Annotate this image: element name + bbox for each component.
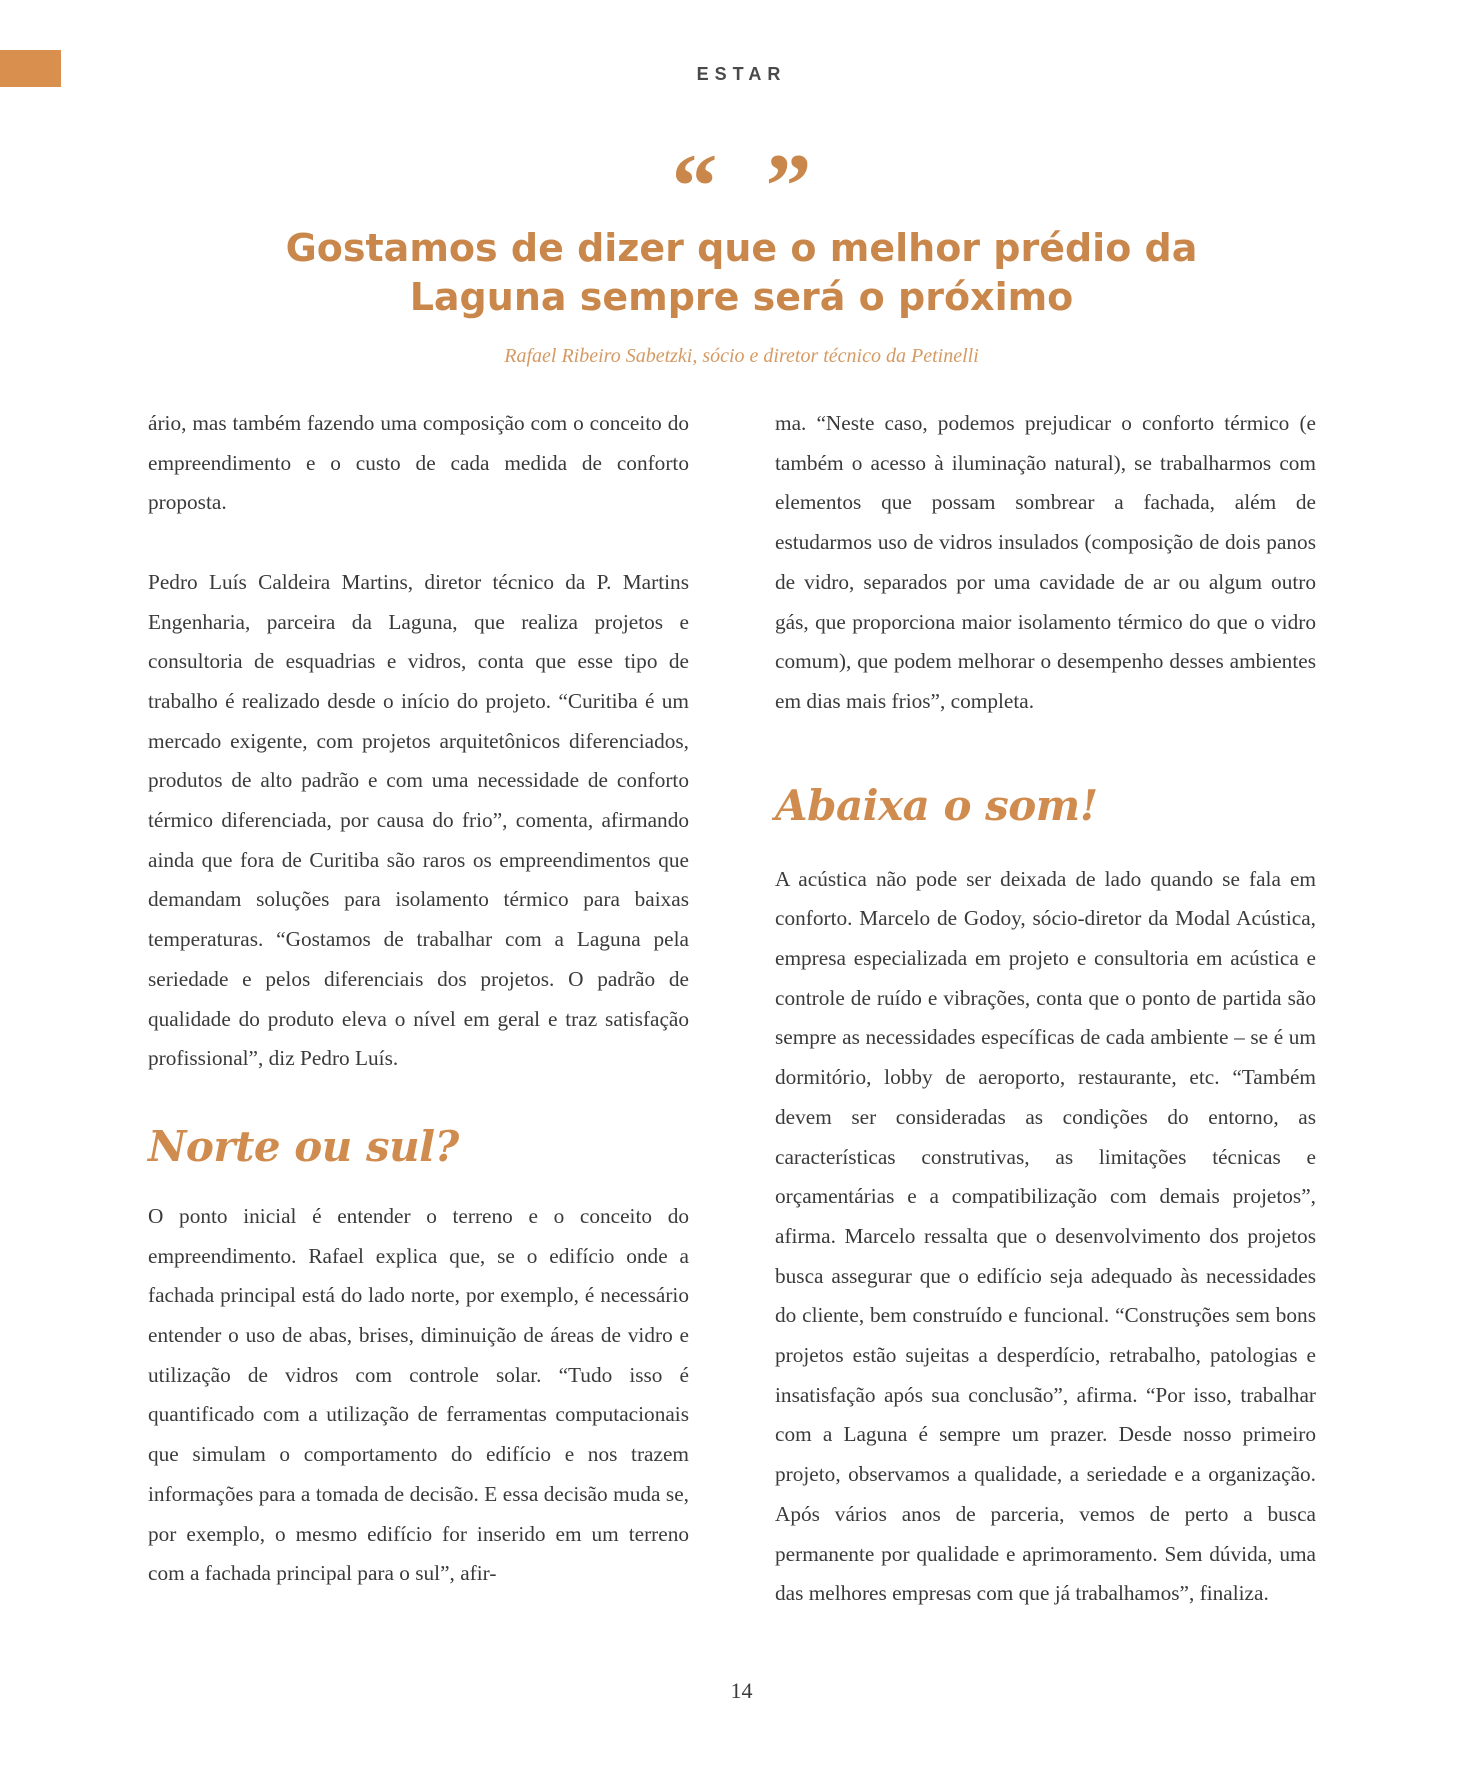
- quote-marks-icon: [0, 135, 1483, 237]
- pull-quote: [0, 224, 1483, 322]
- page-number: 14: [730, 1678, 753, 1703]
- pull-quote-line-2: Laguna sempre será o próximo: [409, 275, 1074, 319]
- pull-quote-line-1: Gostamos de dizer que o melhor prédio da: [285, 226, 1198, 270]
- section-subheading: Abaixa o som!: [775, 780, 1098, 830]
- body-paragraph: ma. “Neste caso, podemos prejudicar o conforto térmico (e também o acesso à iluminação natural), se trabalharmos com elementos que possam sombrear a fachada, além de estudarmos uso de vidros insulados (composição de dois panos de vidro, separados por uma cavidade de ar ou algum outro gás, que proporciona maior isolamento térmico do que o vidro comum), que podem melhorar o desempenho desses ambientes em dias mais frios”, completa.: [775, 411, 1316, 713]
- close-quote-icon: ”: [765, 135, 812, 237]
- body-paragraph: A acústica não pode ser deixada de lado quando se fala em conforto. Marcelo de Godoy, sócio-diretor da Modal Acústica, empresa especializada em projeto e consultoria em acústica e controle de ruído e vibrações, conta que o ponto de partida são sempre as necessidades específicas de cada ambiente – se é um dormitório, lobby de aeroporto, restaurante, etc. “Também devem ser consideradas as condições do entorno, as características construtivas, as limitações técnicas e orçamentárias e a compatibilização com demais projetos”, afirma. Marcelo ressalta que o desenvolvimento dos projetos busca assegurar que o edifício seja adequado às necessidades do cliente, bem construído e funcional. “Construções sem bons projetos estão sujeitas a desperdício, retrabalho, patologias e insatisfação após sua conclusão”, afirma. “Por isso, trabalhar com a Laguna é sempre um prazer. Desde nosso primeiro projeto, observamos a qualidade, a seriedade e a organização. Após vários anos de parceria, vemos de perto a busca permanente por qualidade e aprimoramento. Sem dúvida, uma das melhores empresas com que já trabalhamos”, finaliza.: [775, 866, 1316, 1606]
- left-column: [148, 404, 689, 1594]
- body-paragraph: Pedro Luís Caldeira Martins, diretor técnico da P. Martins Engenharia, parceira da Laguna, que realiza projetos e consultoria de esquadrias e vidros, conta que esse tipo de trabalho é realizado desde o início do projeto. “Curitiba é um mercado exigente, com projetos arquitetônicos diferenciados, produtos de alto padrão e com uma necessidade de conforto térmico diferenciada, por causa do frio”, comenta, afirmando ainda que fora de Curitiba são raros os empreendimentos que demandam soluções para isolamento térmico para baixas temperaturas. “Gostamos de trabalhar com a Laguna pela seriedade e pelos diferenciais dos projetos. O padrão de qualidade do produto eleva o nível em geral e traz satisfação profissional”, diz Pedro Luís.: [148, 569, 689, 1071]
- section-subheading: Norte ou sul?: [148, 1121, 459, 1171]
- open-quote-icon: “: [671, 135, 718, 237]
- right-column: [775, 404, 1316, 1614]
- body-paragraph: O ponto inicial é entender o terreno e o conceito do empreendimento. Rafael explica que, se o edifício onde a fachada principal está do lado norte, por exemplo, é necessário entender o uso de abas, brises, diminuição de áreas de vidro e utilização de vidros com controle solar. “Tudo isso é quantificado com a utilização de ferramentas computacionais que simulam o comportamento do edifício e nos trazem informações para a tomada de decisão. E essa decisão muda se, por exemplo, o mesmo edifício for inserido em um terreno com a fachada principal para o sul”, afir-: [148, 1203, 689, 1586]
- body-paragraph: ário, mas também fazendo uma composição com o conceito do empreendimento e o custo de cada medida de conforto proposta.: [148, 411, 689, 515]
- section-label: ESTAR: [696, 64, 787, 84]
- quote-attribution: Rafael Ribeiro Sabetzki, sócio e diretor técnico da Petinelli: [504, 345, 979, 367]
